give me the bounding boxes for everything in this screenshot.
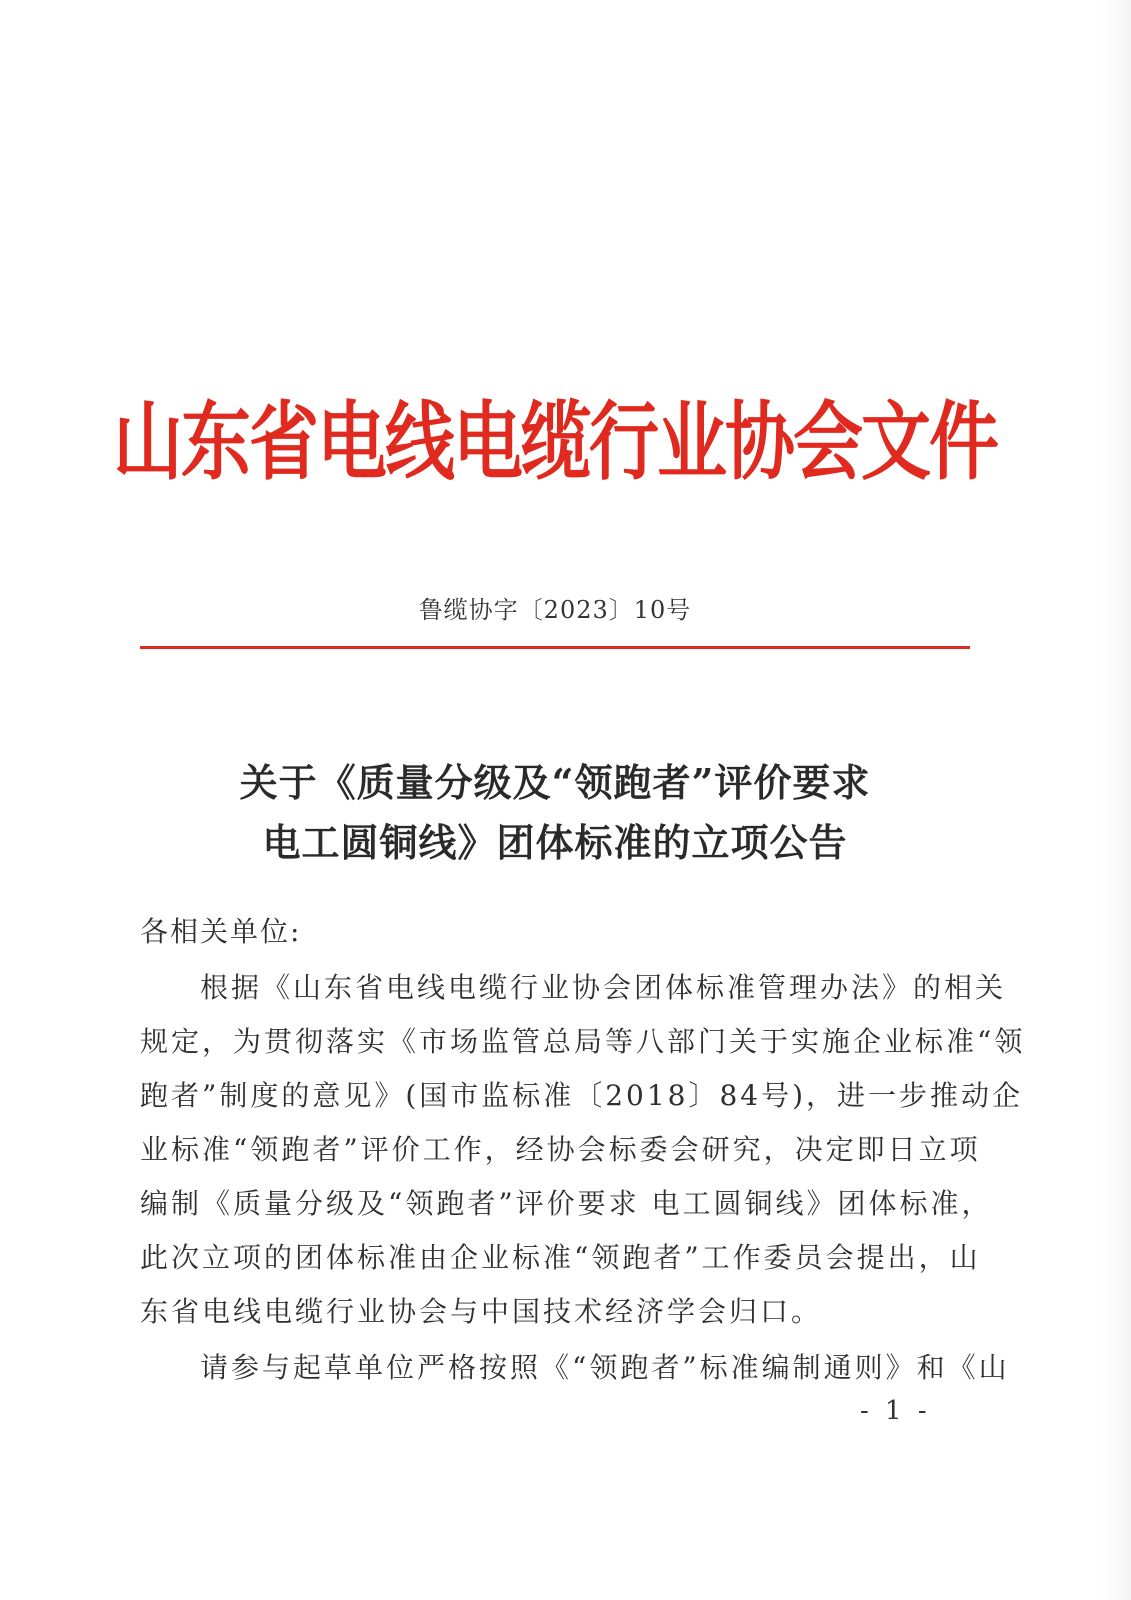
body-paragraph-1-line-1: 根据《山东省电线电缆行业协会团体标准管理办法》的相关 [200,971,1007,1004]
body-paragraph-1-line-6: 此次立项的团体标准由企业标准“领跑者”工作委员会提出，山 [140,1241,981,1274]
body-paragraph-2-line-1: 请参与起草单位严格按照《“领跑者”标准编制通则》和《山 [200,1351,1010,1384]
body-paragraph-1-line-2: 规定，为贯彻落实《市场监管总局等八部门关于实施企业标准“领 [140,1025,1026,1058]
page-number: - 1 - [860,1396,931,1426]
announcement-title-line-1: 关于《质量分级及“领跑者”评价要求 [239,760,871,805]
body-paragraph-1-line-7: 东省电线电缆行业协会与中国技术经济学会归口。 [140,1295,823,1328]
body-paragraph-1-line-3: 跑者”制度的意见》(国市监标准〔2018〕84号)，进一步推动企 [140,1079,1024,1112]
document-number: 鲁缆协字〔2023〕10号 [418,596,692,624]
masthead-title: 山东省电线电缆行业协会文件 [113,391,997,492]
body-paragraph-1-line-4: 业标准“领跑者”评价工作，经协会标委会研究，决定即日立项 [140,1133,981,1166]
body-paragraph-1-line-5: 编制《质量分级及“领跑者”评价要求 电工圆铜线》团体标准， [140,1187,993,1220]
announcement-title-line-2: 电工圆铜线》团体标准的立项公告 [262,820,848,865]
salutation: 各相关单位: [140,915,302,948]
red-divider-line [140,646,970,649]
page-edge-shadow [1101,0,1131,1600]
